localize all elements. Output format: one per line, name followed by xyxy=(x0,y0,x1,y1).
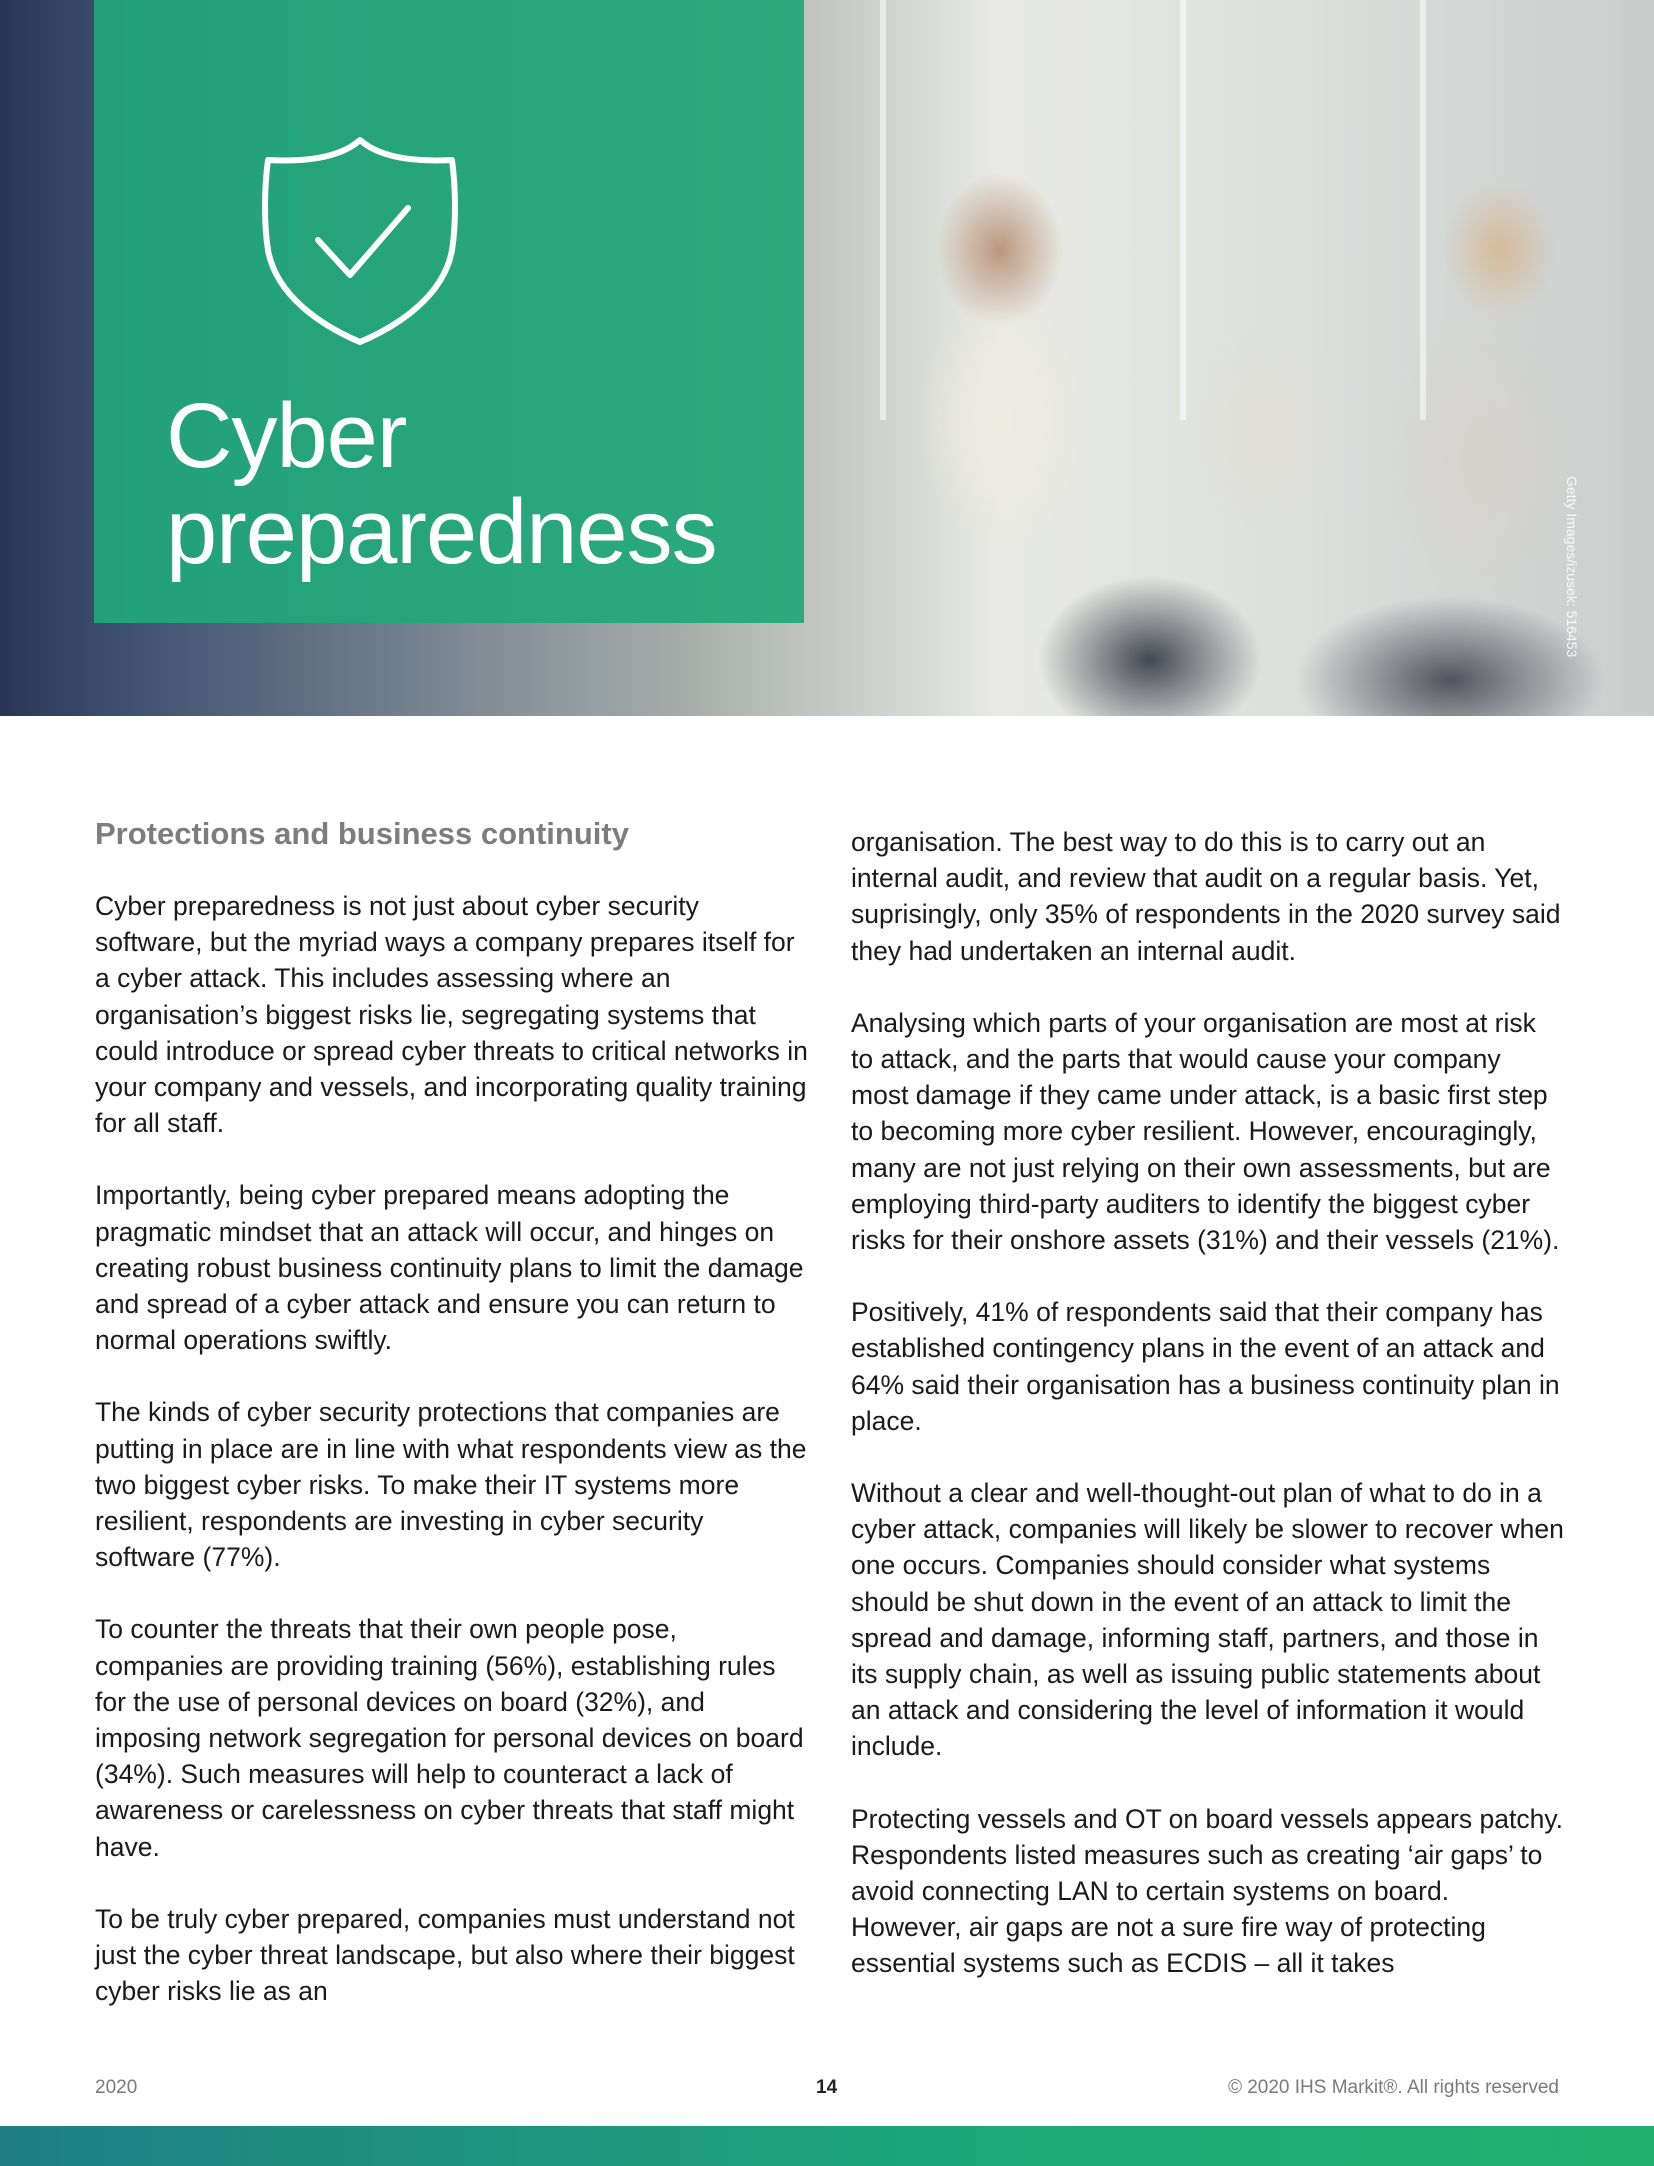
window-frame xyxy=(1420,0,1426,420)
section-heading: Protections and business continuity xyxy=(95,816,629,851)
paragraph: To be truly cyber prepared, companies must understand not just the cyber threat landscape, but also where their biggest cyber risks lie as an xyxy=(95,1903,795,2007)
page-title xyxy=(166,385,786,583)
paragraph: Analysing which parts of your organisation are most at risk to attack, and the parts that would cause your company most damage if they came under attack, is a basic first step to becoming more cyber resilient. However, encouragingly, many are not just relying on their own assessments, but are employing third-party auditers to identify the biggest cyber risks for their onshore assets (31%) and their vessels (21%). xyxy=(851,1007,1560,1256)
right-column xyxy=(851,824,1565,2018)
paragraph: Positively, 41% of respondents said that their company has established contingency plans in the event of an attack and 64% said their organisation has a business continuity plan in place. xyxy=(851,1297,1560,1436)
paragraph: To counter the threats that their own people pose, companies are providing training (56%), establishing rules for the use of personal devices on board (32%), and imposing network segregation for personal devices on board (34%). Such measures will help to counteract a lack of awareness or carelessness on cyber threats that staff might have. xyxy=(95,1614,804,1862)
page-number: 14 xyxy=(816,2077,838,2098)
title-line-1: Cyber xyxy=(166,385,407,487)
hero-photo xyxy=(0,0,1654,716)
footer-copyright: © 2020 IHS Markit®. All rights reserved xyxy=(1227,2077,1559,2098)
paragraph: The kinds of cyber security protections that companies are putting in place are in line with what respondents view as the two biggest cyber risks. To make their IT systems more resilient, respondents are investing in cyber security software (77%). xyxy=(95,1397,807,1573)
shield-check-icon xyxy=(250,130,470,350)
window-frame xyxy=(1180,0,1186,420)
paragraph: Importantly, being cyber prepared means adopting the pragmatic mindset that an attack will occur, and hinges on creating robust business continuity plans to limit the damage and spread of a cyber attack and ensure you can return to normal operations swiftly. xyxy=(95,1180,804,1356)
paragraph: Cyber preparedness is not just about cyber security software, but the myriad ways a company prepares itself for a cyber attack. This includes assessing where an organisation’s biggest risks lie, segregating systems that could introduce or spread cyber threats to critical networks in your company and vessels, and incorporating quality training for all staff. xyxy=(95,891,808,1139)
title-line-2: preparedness xyxy=(166,481,717,583)
window-frame xyxy=(880,0,886,420)
footer-year: 2020 xyxy=(95,2077,138,2098)
footer-bar xyxy=(0,2126,1654,2166)
photo-credit: Getty Images/izusek: 516453 xyxy=(1564,476,1580,658)
paragraph: Without a clear and well-thought-out plan of what to do in a cyber attack, companies will likely be slower to recover when one occurs. Companies should consider what systems should be shut down in the event of an attack to limit the spread and damage, informing staff, partners, and those in its supply chain, as well as issuing public statements about an attack and considering the level of information it would include. xyxy=(851,1478,1564,1762)
paragraph: organisation. The best way to do this is to carry out an internal audit, and review that audit on a regular basis. Yet, suprisingly, only 35% of respondents in the 2020 survey said they had undertaken an internal audit. xyxy=(851,827,1561,966)
left-column xyxy=(95,814,809,2045)
paragraph: Protecting vessels and OT on board vessels appears patchy. Respondents listed measures such as creating ‘air gaps’ to avoid connecting LAN to certain systems on board. However, air gaps are not a sure fire way of protecting essential systems such as ECDIS – all it takes xyxy=(851,1803,1563,1979)
